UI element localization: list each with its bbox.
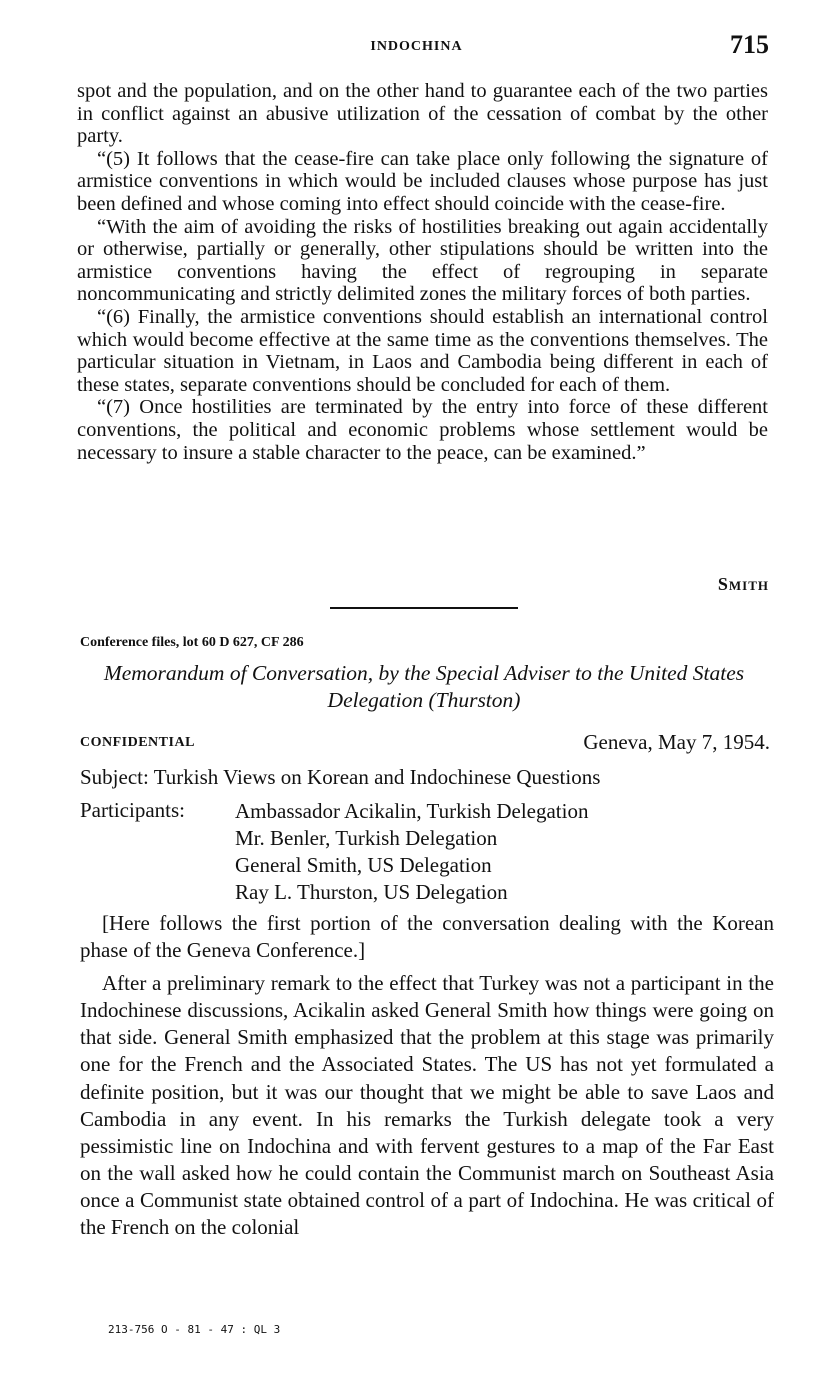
participant: Mr. Benler, Turkish Delegation	[235, 826, 498, 850]
section-divider	[330, 607, 518, 609]
signature: Smith	[717, 574, 769, 594]
participant: Ray L. Thurston, US Delegation	[235, 880, 508, 904]
paragraph: “(5) It follows that the cease-fire can take place only following the signature of armistice conventions in which would be included clauses whose purpose has just been defined and whose coming into effect should coincide with the cease-fire.	[77, 147, 768, 215]
dateline: Geneva, May 7, 1954.	[583, 730, 770, 754]
subject-line: Subject: Turkish Views on Korean and Indochinese Questions	[80, 765, 601, 789]
paragraph: [Here follows the first portion of the conversation dealing with the Korean phase of the Geneva Conference.]	[80, 911, 774, 963]
paragraph: “(6) Finally, the armistice conventions should establish an international control which would become effective at the same time as the conventions themselves. The particular situation in Vietnam, in Laos and Cambodia being different in each of these states, separate conventions should be concluded for each of them.	[77, 305, 768, 396]
paragraph: After a preliminary remark to the effect that Turkey was not a participant in the Indochinese discussions, Acikalin asked General Smith how things were going on that side. General Smith emphasized that the problem at this stage was primarily one for the French and the Associated States. The US has not yet formulated a definite position, but it was our thought that we might be able to save Laos and Cambodia in any event. In his remarks the Turkish delegate took a very pessimistic line on Indochina and with fervent gestures to a map of the Far East on the wall asked how he could contain the Communist march on Southeast Asia once a Communist state obtained control of a part of Indochina. He was critical of the French on the colonial	[80, 971, 774, 1240]
source-citation: Conference files, lot 60 D 627, CF 286	[80, 635, 304, 650]
participant: Ambassador Acikalin, Turkish Delegation	[235, 799, 589, 823]
paragraph: “With the aim of avoiding the risks of hostilities breaking out again accidentally or otherwise, partially or generally, other stipulations should be written into the armistice conventions having the effect of regrouping in separate noncommunicating and strictly delimited zones the military forces of both parties.	[77, 215, 768, 306]
document-title: Memorandum of Conversation, by the Special Adviser to the United States Delegation (Thurston)	[103, 661, 745, 712]
continued-quotation	[77, 80, 768, 464]
running-title: INDOCHINA	[370, 39, 463, 54]
participant: General Smith, US Delegation	[235, 853, 492, 877]
classification-label: CONFIDENTIAL	[80, 735, 195, 750]
participants-label: Participants:	[80, 798, 185, 822]
running-head	[0, 30, 833, 64]
print-code: 213-756 O - 81 - 47 : QL 3	[108, 1323, 281, 1336]
memorandum-body	[80, 910, 774, 1247]
page-number: 715	[730, 30, 769, 59]
paragraph: “(7) Once hostilities are terminated by the entry into force of these different conventions, the political and economic problems whose settlement would be necessary to insure a stable character to the peace, can be examined.”	[77, 396, 768, 464]
participants-list	[235, 798, 588, 906]
paragraph: spot and the population, and on the other hand to guarantee each of the two parties in conflict against an abusive utilization of the cessation of combat by the other party.	[77, 80, 768, 148]
